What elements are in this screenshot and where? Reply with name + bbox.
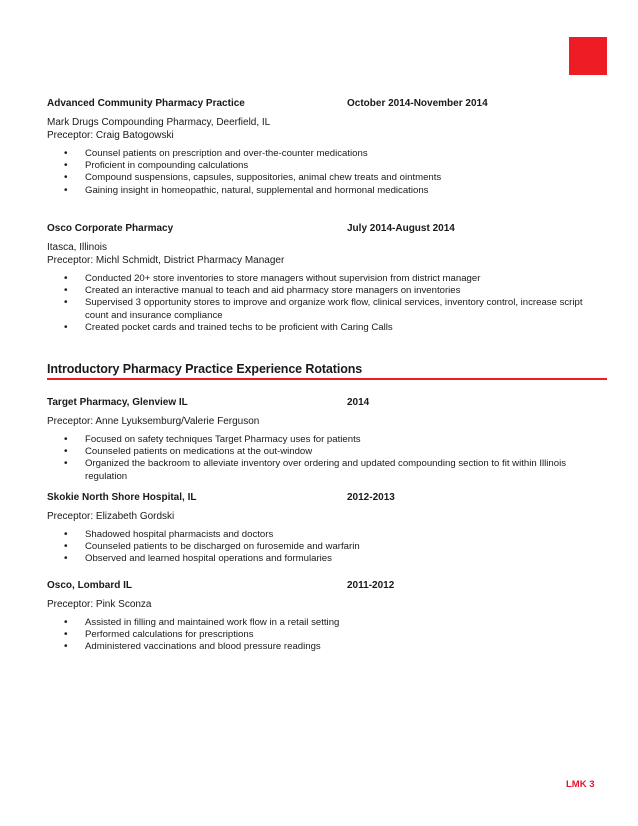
bullet-item: • Proficient in compounding calculations [47,160,607,172]
entry-date: 2011-2012 [347,580,395,591]
entry-header [47,397,607,411]
bullet-list [47,273,607,334]
entry-title: Osco Corporate Pharmacy [47,223,174,234]
bullet-item: • Counseled patients to be discharged on furosemide and warfarin [47,541,607,553]
bullet-item: • Organized the backroom to alleviate inventory over ordering and updated compounding section to fit within Illinois regulation [47,458,607,482]
entry-header [47,580,607,594]
entry-preceptor: Preceptor: Craig Batogowski [47,130,174,141]
entry-date: October 2014-November 2014 [347,98,488,109]
bullet-item: • Administered vaccinations and blood pressure readings [47,641,607,653]
bullet-item: • Performed calculations for prescriptions [47,629,607,641]
entry-title: Target Pharmacy, Glenview IL [47,397,188,408]
entry-title: Osco, Lombard IL [47,580,133,591]
rotation-entry [47,397,607,483]
entry-date: 2012-2013 [347,492,395,503]
bullet-item: • Shadowed hospital pharmacists and doctors [47,529,607,541]
bullet-item: • Supervised 3 opportunity stores to improve and organize work flow, clinical services, inventory control, increase script count and insurance compliance [47,297,607,321]
experience-entry [47,223,607,334]
bullet-item: • Created an interactive manual to teach and aid pharmacy store managers on inventories [47,285,607,297]
entry-location: Mark Drugs Compounding Pharmacy, Deerfield, IL [47,117,271,128]
rotation-entry [47,580,607,654]
bullet-item: • Focused on safety techniques Target Pharmacy uses for patients [47,434,607,446]
bullet-item: • Observed and learned hospital operations and formularies [47,553,607,565]
page-footer-label: LMK 3 [566,779,595,790]
entry-header [47,98,607,112]
section-title: Introductory Pharmacy Practice Experience Rotations [47,362,363,376]
entry-preceptor: Preceptor: Pink Sconza [47,599,152,610]
entry-preceptor: Preceptor: Michl Schmidt, District Pharmacy Manager [47,255,285,266]
entry-preceptor: Preceptor: Elizabeth Gordski [47,511,175,522]
bullet-item: • Compound suspensions, capsules, suppositories, animal chew treats and ointments [47,172,607,184]
experience-entry [47,98,607,197]
entry-preceptor: Preceptor: Anne Lyuksemburg/Valerie Ferguson [47,416,260,427]
rotation-entry [47,492,607,566]
entry-location: Itasca, Illinois [47,242,108,253]
bullet-list [47,529,607,566]
entry-header [47,223,607,237]
entry-date: 2014 [347,397,370,408]
bullet-item: • Conducted 20+ store inventories to store managers without supervision from district manager [47,273,607,285]
entry-title: Skokie North Shore Hospital, IL [47,492,197,503]
entry-date: July 2014-August 2014 [347,223,455,234]
corner-accent-square [569,37,607,75]
bullet-list [47,434,607,483]
section-divider [47,378,607,380]
bullet-list [47,617,607,654]
bullet-list [47,148,607,197]
bullet-item: • Created pocket cards and trained techs to be proficient with Caring Calls [47,322,607,334]
bullet-item: • Counsel patients on prescription and over-the-counter medications [47,148,607,160]
entry-title: Advanced Community Pharmacy Practice [47,98,245,109]
entry-header [47,492,607,506]
bullet-item: • Assisted in filling and maintained work flow in a retail setting [47,617,607,629]
bullet-item: • Gaining insight in homeopathic, natural, supplemental and hormonal medications [47,185,607,197]
bullet-item: • Counseled patients on medications at the out-window [47,446,607,458]
